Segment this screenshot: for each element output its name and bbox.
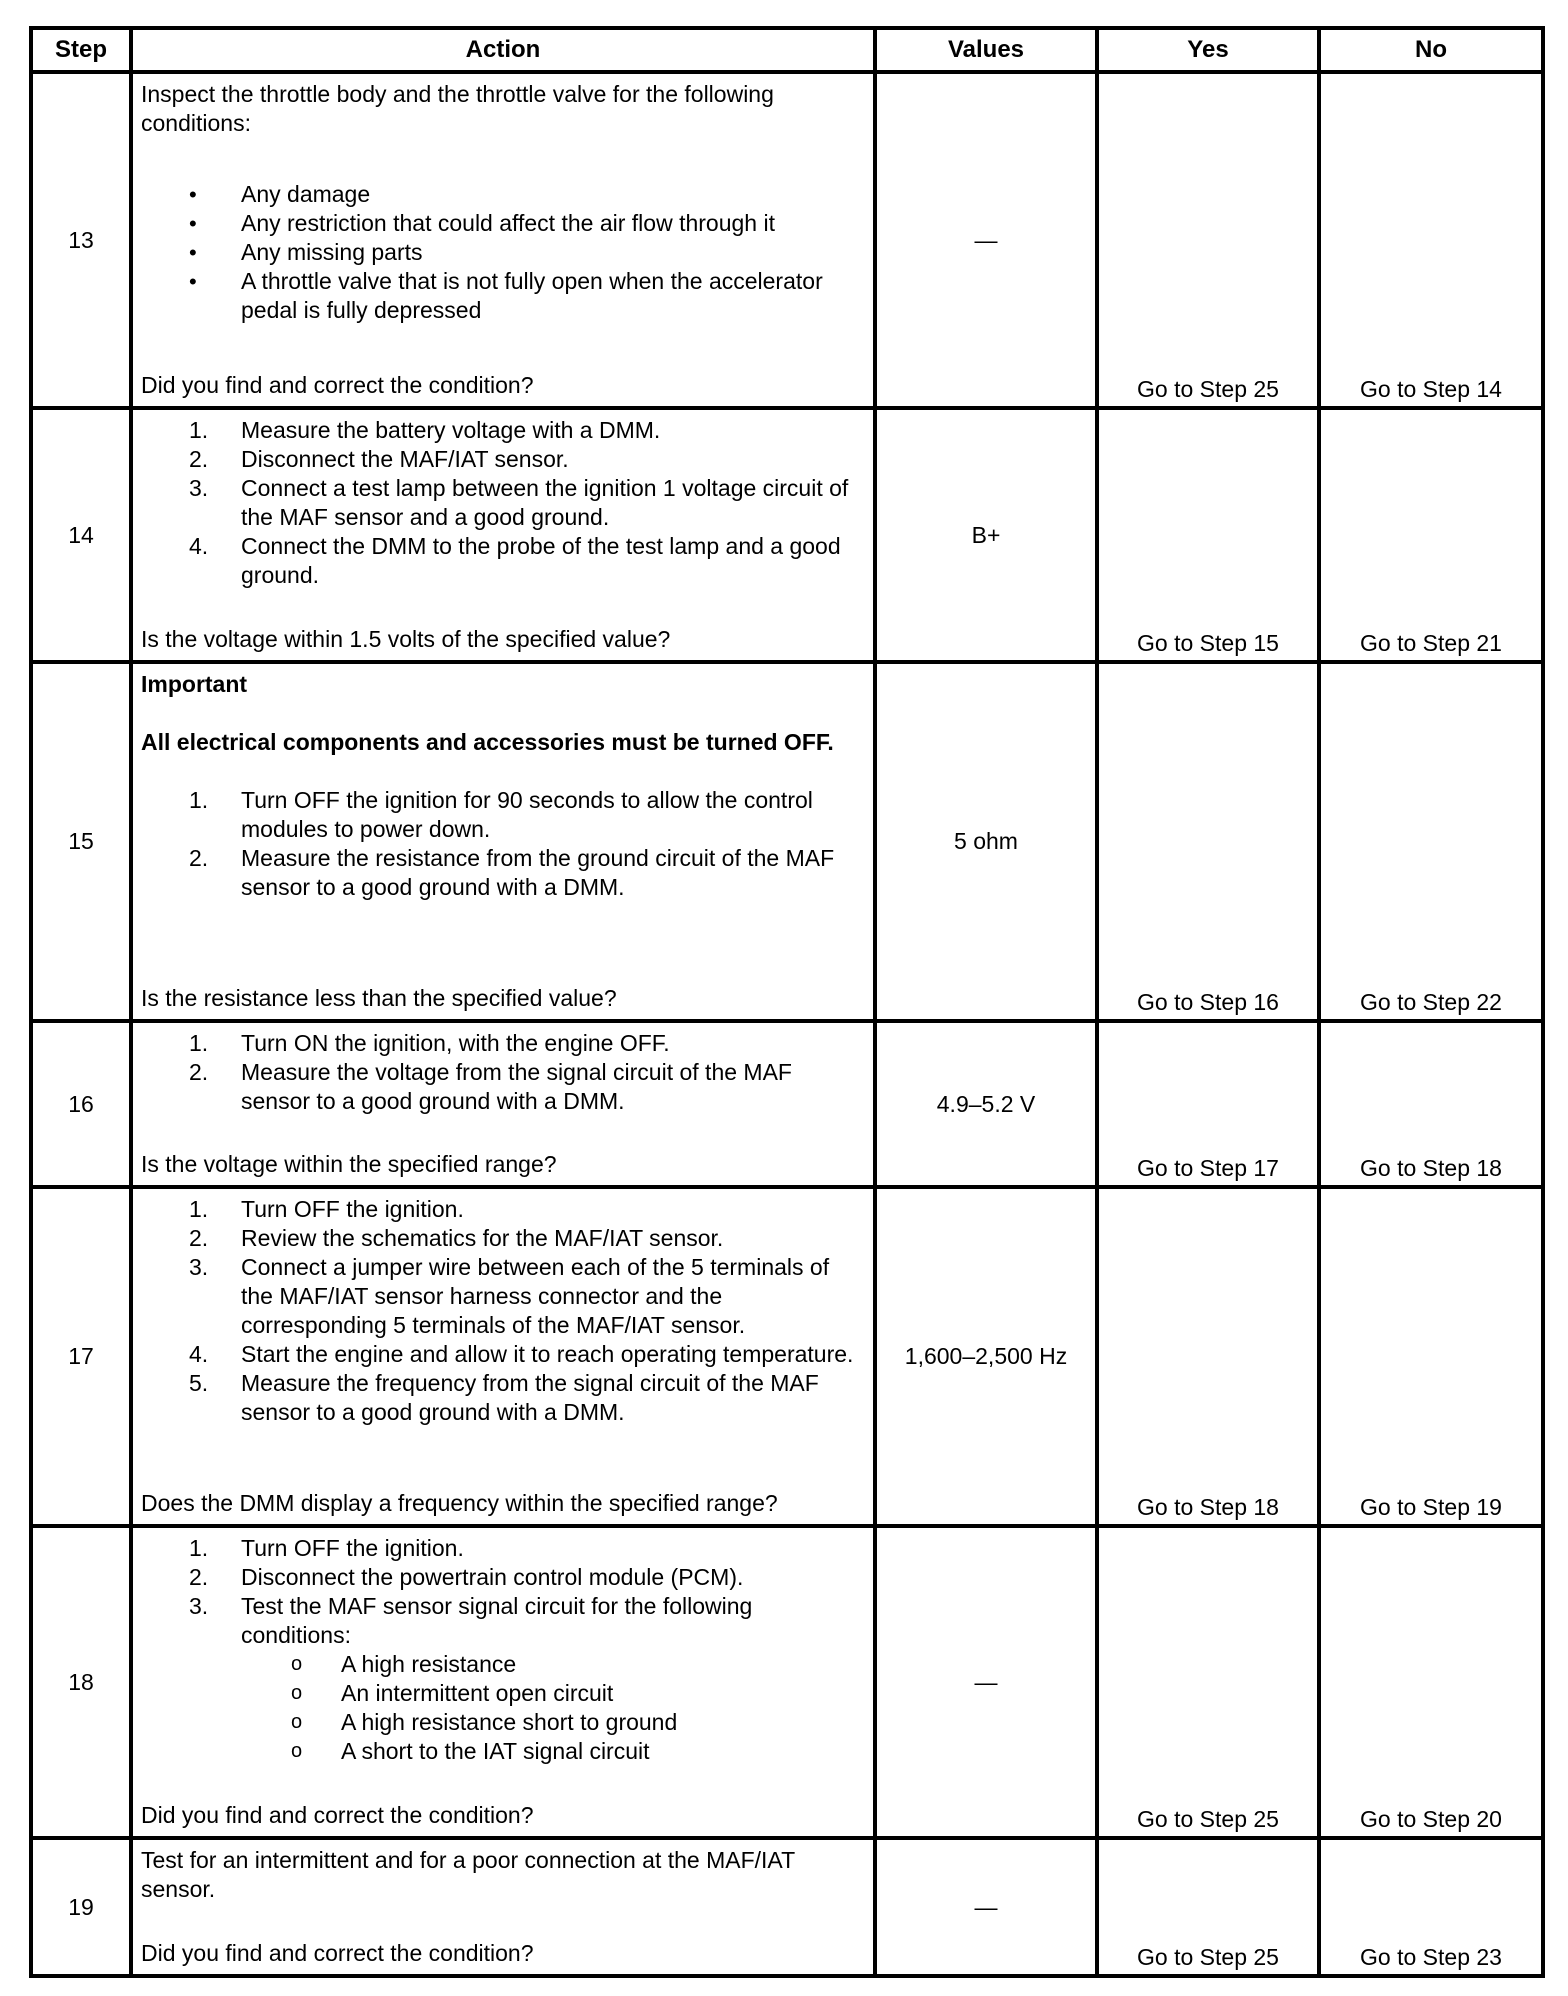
no-cell: Go to Step 21 <box>1319 408 1543 662</box>
procedure-step <box>141 786 865 844</box>
action-content <box>141 1534 865 1830</box>
procedure-step <box>141 1224 865 1253</box>
step-number: 15 <box>31 662 131 1021</box>
spacer <box>141 1766 865 1801</box>
table-row <box>31 1838 1543 1976</box>
list-item-text: A high resistance <box>341 1651 517 1677</box>
value-cell: 5 ohm <box>875 662 1097 1021</box>
action-content <box>141 416 865 654</box>
procedure-step-text: Measure the battery voltage with a DMM. <box>241 417 661 443</box>
step-marker: 3. <box>189 1254 209 1280</box>
step-marker: 1. <box>189 1030 209 1056</box>
list-item <box>141 1708 865 1737</box>
diagnostic-table <box>29 26 1545 1978</box>
step-number: 18 <box>31 1526 131 1838</box>
header-yes: Yes <box>1097 28 1319 72</box>
procedure-step-text: Disconnect the powertrain control module (PCM). <box>241 1564 744 1590</box>
procedure-step <box>141 445 865 474</box>
table-row <box>31 1526 1543 1838</box>
action-question: Did you find and correct the condition? <box>141 1940 534 1966</box>
action-question: Is the resistance less than the specified value? <box>141 985 617 1011</box>
step-marker: 1. <box>189 787 209 813</box>
bullet-icon: • <box>189 240 197 265</box>
step-marker: 4. <box>189 533 209 559</box>
important-title: Important <box>141 671 248 697</box>
yes-cell: Go to Step 17 <box>1097 1021 1319 1187</box>
action-content <box>141 80 865 400</box>
procedure-list <box>141 416 865 590</box>
procedure-step-text: Connect a jumper wire between each of the 5 terminals of the MAF/IAT sensor harness connector and the corresponding 5 terminals of the MAF/IAT sensor. <box>241 1254 830 1338</box>
action-question: Does the DMM display a frequency within the specified range? <box>141 1490 778 1516</box>
step-marker: 1. <box>189 417 209 443</box>
value-cell: 1,600–2,500 Hz <box>875 1187 1097 1526</box>
yes-cell: Go to Step 25 <box>1097 72 1319 408</box>
procedure-step-text: Test the MAF sensor signal circuit for the following conditions: <box>241 1593 753 1648</box>
header-no: No <box>1319 28 1543 72</box>
action-cell <box>131 408 875 662</box>
value-cell: — <box>875 1526 1097 1838</box>
table-row <box>31 72 1543 408</box>
procedure-step <box>141 1195 865 1224</box>
procedure-step <box>141 1563 865 1592</box>
procedure-step <box>141 1592 865 1766</box>
yes-cell: Go to Step 16 <box>1097 662 1319 1021</box>
list-item <box>141 267 865 325</box>
procedure-step <box>141 1340 865 1369</box>
procedure-step-text: Turn OFF the ignition. <box>241 1535 464 1561</box>
action-cell <box>131 1021 875 1187</box>
value-cell: B+ <box>875 408 1097 662</box>
important-text: All electrical components and accessories must be turned OFF. <box>141 729 834 755</box>
list-item <box>141 238 865 267</box>
header-step: Step <box>31 28 131 72</box>
circle-bullet-icon: o <box>291 1711 303 1733</box>
list-item-text: An intermittent open circuit <box>341 1680 614 1706</box>
spacer <box>141 325 865 371</box>
list-item <box>141 1679 865 1708</box>
procedure-step-text: Disconnect the MAF/IAT sensor. <box>241 446 569 472</box>
procedure-step-text: Turn OFF the ignition for 90 seconds to allow the control modules to power down. <box>241 787 813 842</box>
circle-bullet-icon: o <box>291 1653 303 1675</box>
no-cell: Go to Step 22 <box>1319 662 1543 1021</box>
procedure-step <box>141 1058 865 1116</box>
action-cell <box>131 1526 875 1838</box>
procedure-step <box>141 844 865 902</box>
step-marker: 3. <box>189 1593 209 1619</box>
procedure-list <box>141 786 865 902</box>
table-row <box>31 662 1543 1021</box>
list-item-text: Any restriction that could affect the air flow through it <box>241 210 775 236</box>
action-cell <box>131 662 875 1021</box>
action-body <box>141 1846 865 1904</box>
procedure-step-text: Measure the resistance from the ground circuit of the MAF sensor to a good ground with a DMM. <box>241 845 835 900</box>
action-cell <box>131 72 875 408</box>
procedure-step-text: Connect the DMM to the probe of the test lamp and a good ground. <box>241 533 841 588</box>
action-cell <box>131 1838 875 1976</box>
header-values: Values <box>875 28 1097 72</box>
no-cell: Go to Step 20 <box>1319 1526 1543 1838</box>
action-intro: Inspect the throttle body and the throttle valve for the following conditions: <box>141 81 774 136</box>
table-row <box>31 408 1543 662</box>
value-cell: — <box>875 72 1097 408</box>
procedure-list <box>141 1195 865 1427</box>
table-row <box>31 1021 1543 1187</box>
step-marker: 5. <box>189 1370 209 1396</box>
procedure-step <box>141 1029 865 1058</box>
list-item-text: Any damage <box>241 181 371 207</box>
circle-bullet-icon: o <box>291 1740 303 1762</box>
list-item <box>141 1737 865 1766</box>
list-item <box>141 180 865 209</box>
step-marker: 2. <box>189 1564 209 1590</box>
bullet-icon: • <box>189 269 197 294</box>
value-cell: — <box>875 1838 1097 1976</box>
procedure-step-text: Review the schematics for the MAF/IAT sensor. <box>241 1225 724 1251</box>
step-number: 14 <box>31 408 131 662</box>
spacer <box>141 1427 865 1489</box>
procedure-step <box>141 532 865 590</box>
action-question: Did you find and correct the condition? <box>141 1802 534 1828</box>
no-cell: Go to Step 14 <box>1319 72 1543 408</box>
table-row <box>31 1187 1543 1526</box>
action-content <box>141 670 865 1013</box>
yes-cell: Go to Step 18 <box>1097 1187 1319 1526</box>
action-content <box>141 1846 865 1968</box>
list-item-text: A high resistance short to ground <box>341 1709 678 1735</box>
spacer <box>141 902 865 984</box>
procedure-step <box>141 1253 865 1340</box>
step-marker: 1. <box>189 1535 209 1561</box>
sub-condition-list <box>241 1650 865 1766</box>
procedure-list <box>141 1029 865 1116</box>
procedure-step-text: Start the engine and allow it to reach operating temperature. <box>241 1341 854 1367</box>
yes-cell: Go to Step 25 <box>1097 1526 1319 1838</box>
bullet-icon: • <box>189 211 197 236</box>
no-cell: Go to Step 18 <box>1319 1021 1543 1187</box>
procedure-step <box>141 474 865 532</box>
no-cell: Go to Step 19 <box>1319 1187 1543 1526</box>
action-cell <box>131 1187 875 1526</box>
action-body <box>141 1534 865 1766</box>
spacer <box>141 1904 865 1939</box>
action-body <box>141 1029 865 1116</box>
step-number: 13 <box>31 72 131 408</box>
circle-bullet-icon: o <box>291 1682 303 1704</box>
step-number: 17 <box>31 1187 131 1526</box>
step-marker: 2. <box>189 446 209 472</box>
header-row <box>31 28 1543 72</box>
list-item <box>141 1650 865 1679</box>
step-marker: 3. <box>189 475 209 501</box>
procedure-step <box>141 1369 865 1427</box>
action-content <box>141 1195 865 1518</box>
action-body <box>141 1195 865 1427</box>
condition-list <box>141 180 865 325</box>
action-body <box>141 416 865 590</box>
procedure-step-text: Measure the frequency from the signal circuit of the MAF sensor to a good ground with a DMM. <box>241 1370 819 1425</box>
procedure-step-text: Turn OFF the ignition. <box>241 1196 464 1222</box>
step-marker: 4. <box>189 1341 209 1367</box>
value-cell: 4.9–5.2 V <box>875 1021 1097 1187</box>
procedure-step <box>141 1534 865 1563</box>
step-number: 16 <box>31 1021 131 1187</box>
header-action: Action <box>131 28 875 72</box>
action-body <box>141 80 865 325</box>
action-question: Is the voltage within 1.5 volts of the specified value? <box>141 626 671 652</box>
procedure-step-text: Connect a test lamp between the ignition 1 voltage circuit of the MAF sensor and a good ground. <box>241 475 849 530</box>
no-cell: Go to Step 23 <box>1319 1838 1543 1976</box>
yes-cell: Go to Step 15 <box>1097 408 1319 662</box>
list-item-text: A throttle valve that is not fully open when the accelerator pedal is fully depressed <box>241 268 823 323</box>
step-marker: 2. <box>189 1059 209 1085</box>
procedure-step <box>141 416 865 445</box>
procedure-list <box>141 1534 865 1766</box>
action-body <box>141 670 865 902</box>
spacer <box>141 590 865 625</box>
step-number: 19 <box>31 1838 131 1976</box>
yes-cell: Go to Step 25 <box>1097 1838 1319 1976</box>
action-question: Is the voltage within the specified range? <box>141 1151 557 1177</box>
list-item-text: A short to the IAT signal circuit <box>341 1738 650 1764</box>
step-marker: 1. <box>189 1196 209 1222</box>
action-intro: Test for an intermittent and for a poor connection at the MAF/IAT sensor. <box>141 1847 795 1902</box>
action-question: Did you find and correct the condition? <box>141 372 534 398</box>
step-marker: 2. <box>189 1225 209 1251</box>
action-content <box>141 1029 865 1179</box>
list-item-text: Any missing parts <box>241 239 423 265</box>
step-marker: 2. <box>189 845 209 871</box>
bullet-icon: • <box>189 182 197 207</box>
procedure-step-text: Turn ON the ignition, with the engine OFF. <box>241 1030 670 1056</box>
list-item <box>141 209 865 238</box>
spacer <box>141 1116 865 1150</box>
procedure-step-text: Measure the voltage from the signal circuit of the MAF sensor to a good ground with a DMM. <box>241 1059 792 1114</box>
